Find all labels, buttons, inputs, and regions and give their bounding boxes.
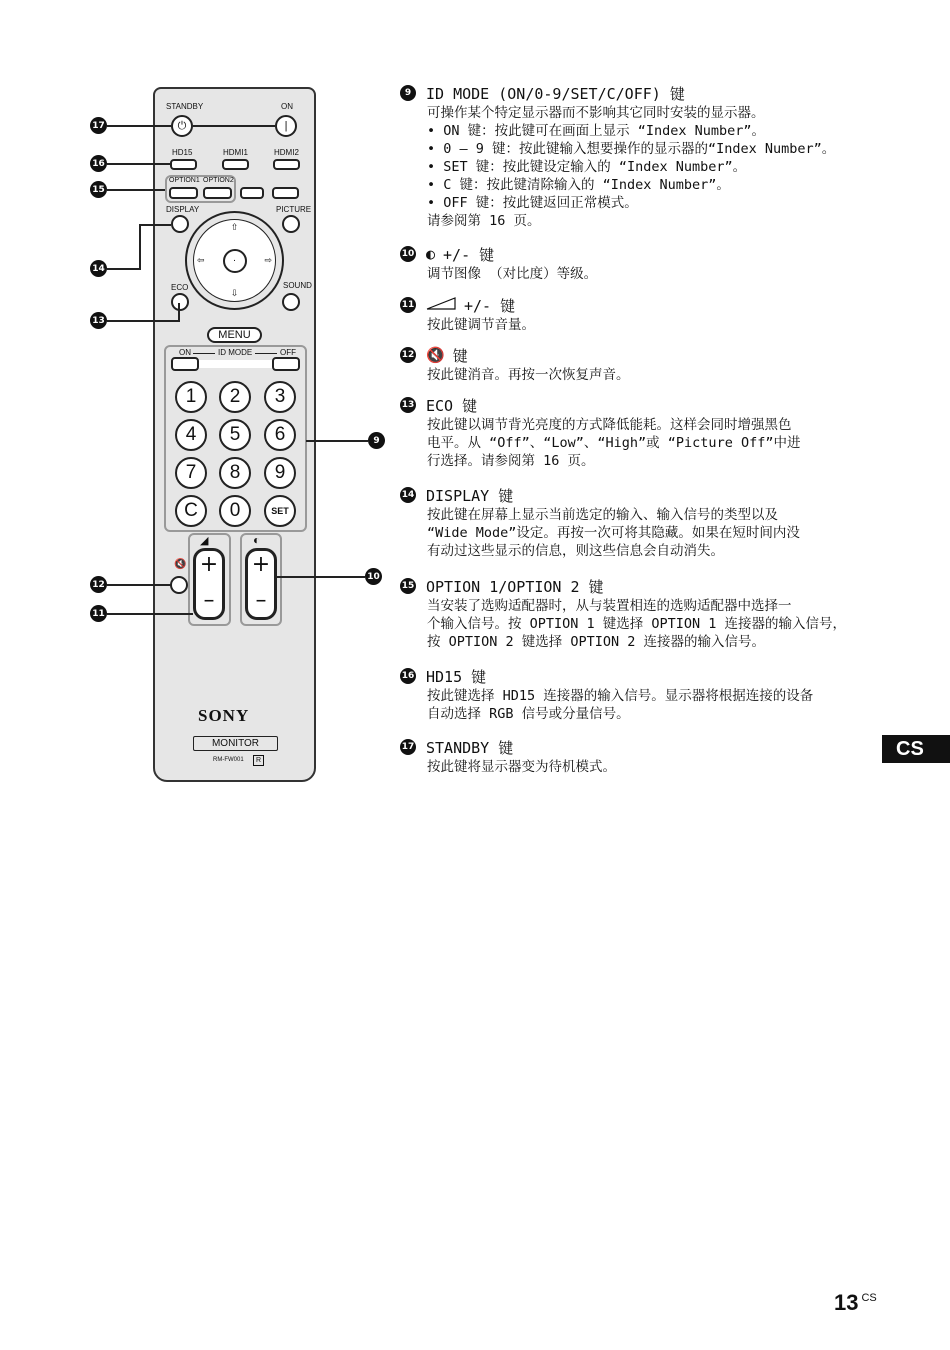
contrast-minus: –	[255, 588, 267, 613]
right-arrow-icon: ⇨	[264, 255, 272, 265]
section-number: 11	[400, 297, 416, 313]
section-line: 按此键以调节背光亮度的方式降低能耗。这样会同时增强黑色	[427, 417, 792, 433]
id-on-label: ON	[179, 348, 191, 357]
section-line: • ON 键：按此键可在画面上显示 “Index Number”。	[427, 123, 766, 139]
hd15-button[interactable]	[170, 159, 197, 170]
section-line: 请参阅第 16 页。	[427, 213, 541, 229]
model-label: RM-FW001	[213, 757, 244, 763]
eco-button[interactable]	[171, 293, 189, 311]
menu-button[interactable]: MENU	[207, 327, 262, 343]
callout-17: 17	[90, 117, 107, 134]
section-line: • OFF 键：按此键返回正常模式。	[427, 195, 638, 211]
contrast-icon: ◐	[426, 245, 436, 263]
section-line: • C 键：按此键清除输入的 “Index Number”。	[427, 177, 730, 193]
key-c-button[interactable]: C	[175, 495, 207, 527]
callout-9: 9	[368, 432, 385, 449]
section-line: “Wide Mode”设定。再按一次可将其隐藏。如果在短时间内没	[427, 525, 800, 541]
id-mode-label: ID MODE	[218, 348, 253, 357]
callout-9-line	[306, 440, 368, 442]
mute-icon: 🔇	[174, 559, 187, 570]
section-number: 14	[400, 487, 416, 503]
section-line: 自动选择 RGB 信号或分量信号。	[427, 706, 630, 722]
callout-15: 15	[90, 181, 107, 198]
volume-rocker[interactable]	[193, 548, 225, 620]
section-number: 17	[400, 739, 416, 755]
hdmi2-label: HDMI2	[274, 148, 299, 157]
section-number: 9	[400, 85, 416, 101]
section-display	[400, 484, 880, 560]
id-off-button[interactable]	[272, 357, 300, 371]
sound-button[interactable]	[282, 293, 300, 311]
section-number: 12	[400, 347, 416, 363]
section-mute	[400, 344, 880, 384]
section-title: +/- 键	[464, 296, 516, 315]
callout-16-line	[107, 163, 170, 165]
section-line: 可操作某个特定显示器而不影响其它同时安装的显示器。	[427, 105, 765, 121]
section-eco	[400, 394, 880, 470]
key-1-button[interactable]: 1	[175, 381, 207, 413]
option2-button[interactable]	[203, 187, 232, 199]
picture-button[interactable]	[282, 215, 300, 233]
section-title: HD15 键	[426, 667, 487, 686]
down-arrow-icon: ⇩	[230, 288, 239, 298]
id-off-label: OFF	[280, 348, 296, 357]
volume-plus: +	[199, 552, 219, 577]
section-contrast	[400, 243, 880, 283]
section-title: OPTION 1/OPTION 2 键	[426, 577, 604, 596]
section-title: +/- 键	[443, 245, 495, 264]
id-bar	[199, 360, 272, 368]
standby-button[interactable]: ⏻	[171, 115, 193, 137]
brand-logo: SONY	[198, 706, 250, 725]
callout-13: 13	[90, 312, 107, 329]
section-line: 电平。从 “Off”、“Low”、“High”或 “Picture Off”中进	[427, 435, 801, 451]
contrast-icon: ◐	[253, 533, 261, 547]
hdmi1-button[interactable]	[222, 159, 249, 170]
key-0-button[interactable]: 0	[219, 495, 251, 527]
key-2-button[interactable]: 2	[219, 381, 251, 413]
section-line: 个输入信号。按 OPTION 1 键选择 OPTION 1 连接器的输入信号，	[427, 616, 847, 632]
section-title: ECO 键	[426, 396, 478, 415]
callout-17-line	[107, 125, 171, 127]
section-option	[400, 575, 880, 651]
callout-13-line-a	[107, 320, 179, 322]
key-8-button[interactable]: 8	[219, 457, 251, 489]
key-9-button[interactable]: 9	[264, 457, 296, 489]
standby-on-connector	[193, 125, 275, 127]
joystick-pad[interactable]	[193, 219, 276, 302]
mute-icon: 🔇	[426, 346, 445, 364]
section-id-mode	[400, 82, 880, 230]
page-number	[834, 1290, 877, 1316]
id-on-button[interactable]	[171, 357, 199, 371]
wide-mode-button[interactable]	[272, 187, 299, 199]
id-line-right	[255, 353, 277, 354]
callout-12: 12	[90, 576, 107, 593]
contrast-mode-button[interactable]	[240, 187, 264, 199]
callout-12-line	[107, 584, 171, 586]
callout-16: 16	[90, 155, 107, 172]
option1-button[interactable]	[169, 187, 198, 199]
section-number: 10	[400, 246, 416, 262]
callout-14: 14	[90, 260, 107, 277]
section-line: 行选择。请参阅第 16 页。	[427, 453, 595, 469]
eco-label: ECO	[171, 283, 189, 292]
callout-10: 10	[365, 568, 382, 585]
display-label: DISPLAY	[166, 205, 200, 214]
section-standby	[400, 736, 880, 776]
section-line: 按 OPTION 2 键选择 OPTION 2 连接器的输入信号。	[427, 634, 766, 650]
section-line: 按此键在屏幕上显示当前选定的输入、输入信号的类型以及	[427, 507, 778, 523]
language-tab: CS	[882, 735, 950, 763]
section-title: ID MODE (ON/0-9/SET/C/OFF) 键	[426, 84, 685, 103]
callout-14-line-b	[139, 224, 141, 270]
display-button[interactable]	[171, 215, 189, 233]
callout-15-line	[107, 189, 165, 191]
page-number-suffix: CS	[861, 1292, 877, 1304]
page-number-value: 13	[834, 1290, 859, 1315]
contrast-plus: +	[251, 552, 271, 577]
key-7-button[interactable]: 7	[175, 457, 207, 489]
section-line: 调节图像 （对比度）等级。	[427, 266, 598, 282]
callout-11: 11	[90, 605, 107, 622]
section-line: • SET 键：按此键设定输入的 “Index Number”。	[427, 159, 747, 175]
section-volume	[400, 294, 880, 334]
section-line: 按此键调节音量。	[427, 317, 535, 333]
hdmi1-label: HDMI1	[223, 148, 248, 157]
section-line: 按此键选择 HD15 连接器的输入信号。显示器将根据连接的设备	[427, 688, 814, 704]
callout-11-line	[107, 613, 193, 615]
callout-14-line-a	[107, 268, 140, 270]
monitor-label: MONITOR	[193, 736, 278, 751]
section-line: 当安装了选购适配器时，从与装置相连的选购适配器中选择一	[427, 598, 792, 614]
callout-10-line	[277, 576, 365, 578]
section-line: • 0 – 9 键：按此键输入想要操作的显示器的“Index Number”。	[427, 141, 836, 157]
section-line: 按此键将显示器变为待机模式。	[427, 759, 616, 775]
on-top-label: ON	[281, 102, 293, 111]
option2-label: OPTION2	[203, 177, 234, 184]
section-line: 有动过这些显示的信息，则这些信息会自动消失。	[427, 543, 724, 559]
hdmi2-button[interactable]	[273, 159, 300, 170]
standby-label: STANDBY	[166, 102, 204, 111]
section-number: 16	[400, 668, 416, 684]
callout-14-line-c	[139, 224, 171, 226]
section-number: 15	[400, 578, 416, 594]
volume-icon	[426, 296, 456, 314]
callout-13-line-b	[178, 303, 180, 322]
id-line-left	[193, 353, 215, 354]
key-5-button[interactable]: 5	[219, 419, 251, 451]
section-title: DISPLAY 键	[426, 486, 514, 505]
volume-icon: ◢	[200, 535, 209, 547]
section-title: STANDBY 键	[426, 738, 514, 757]
mute-button[interactable]	[170, 576, 188, 594]
key-4-button[interactable]: 4	[175, 419, 207, 451]
up-arrow-icon: ⇧	[230, 222, 239, 232]
section-title: 键	[452, 346, 468, 365]
volume-minus: –	[203, 588, 215, 613]
model-mark: R	[253, 755, 264, 766]
key-set-button[interactable]: SET	[264, 495, 296, 527]
sound-label: SOUND	[283, 281, 312, 290]
section-hd15	[400, 665, 880, 723]
option1-label: OPTION1	[169, 177, 200, 184]
key-3-button[interactable]: 3	[264, 381, 296, 413]
picture-label: PICTURE	[276, 205, 312, 214]
hd15-label: HD15	[172, 148, 193, 157]
on-button[interactable]: |	[275, 115, 297, 137]
section-number: 13	[400, 397, 416, 413]
section-line: 按此键消音。再按一次恢复声音。	[427, 367, 630, 383]
left-arrow-icon: ⇦	[197, 255, 205, 265]
contrast-rocker[interactable]	[245, 548, 277, 620]
enter-button[interactable]: ·	[223, 249, 247, 273]
key-6-button[interactable]: 6	[264, 419, 296, 451]
